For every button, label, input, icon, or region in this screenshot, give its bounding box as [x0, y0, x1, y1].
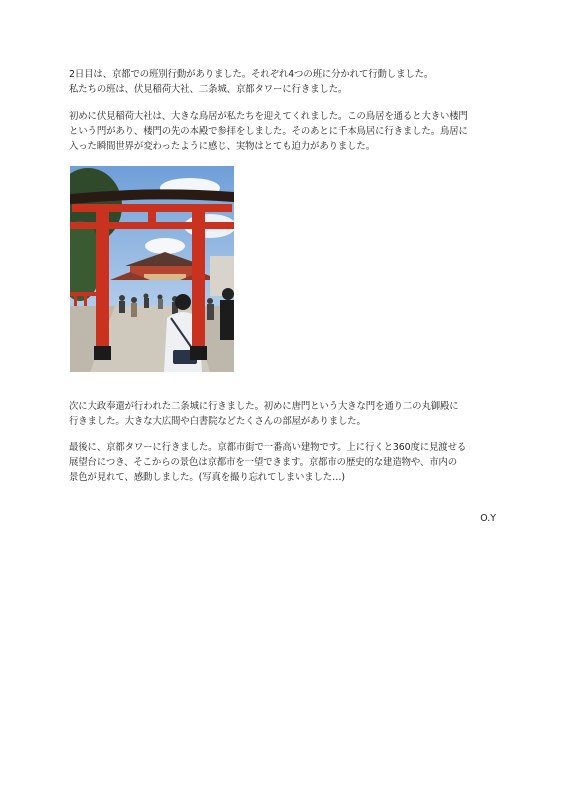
text-line: 次に大政奉還が行われた二条城に行きました。初めに唐門という大きな門を通り二の丸御殿に — [69, 401, 459, 412]
text-line: 最後に、京都タワーに行きました。京都市街で一番高い建物です。上に行くと360度に見渡せる — [69, 442, 467, 453]
text-line: 展望台につき、そこからの景色は京都市を一望できます。京都市の歴史的な建造物や、市内の — [69, 457, 458, 468]
text-line: という門があり、楼門の先の本殿で参拝をしました。そのあとに千本鳥居に行きました。鳥居に — [69, 126, 468, 137]
paragraph-kyoto-tower — [69, 440, 509, 485]
text-line: 初めに伏見稲荷大社は、大きな鳥居が私たちを迎えてくれました。この鳥居を通ると大きい楼門 — [69, 111, 468, 122]
torii-photo-illustration — [70, 166, 234, 372]
paragraph-fushimi-inari — [69, 109, 509, 154]
author-signature: O.Y — [480, 513, 496, 524]
torii-photo — [70, 166, 234, 372]
text-line: 2日目は、京都での班別行動がありました。それぞれ4つの班に分かれて行動しました。 — [69, 69, 434, 80]
paragraph-nijo-castle — [69, 399, 509, 429]
text-line: 行きました。大きな大広間や白書院などたくさんの部屋がありました。 — [69, 416, 366, 427]
text-line: 私たちの班は、伏見稲荷大社、二条城、京都タワーに行きました。 — [69, 84, 348, 95]
text-line: 景色が見れて、感動しました。(写真を撮り忘れてしまいました…) — [69, 472, 345, 483]
text-line: 入った瞬間世界が変わったように感じ、実物はとても迫力がありました。 — [69, 141, 375, 152]
paragraph-group-activity — [69, 67, 509, 97]
